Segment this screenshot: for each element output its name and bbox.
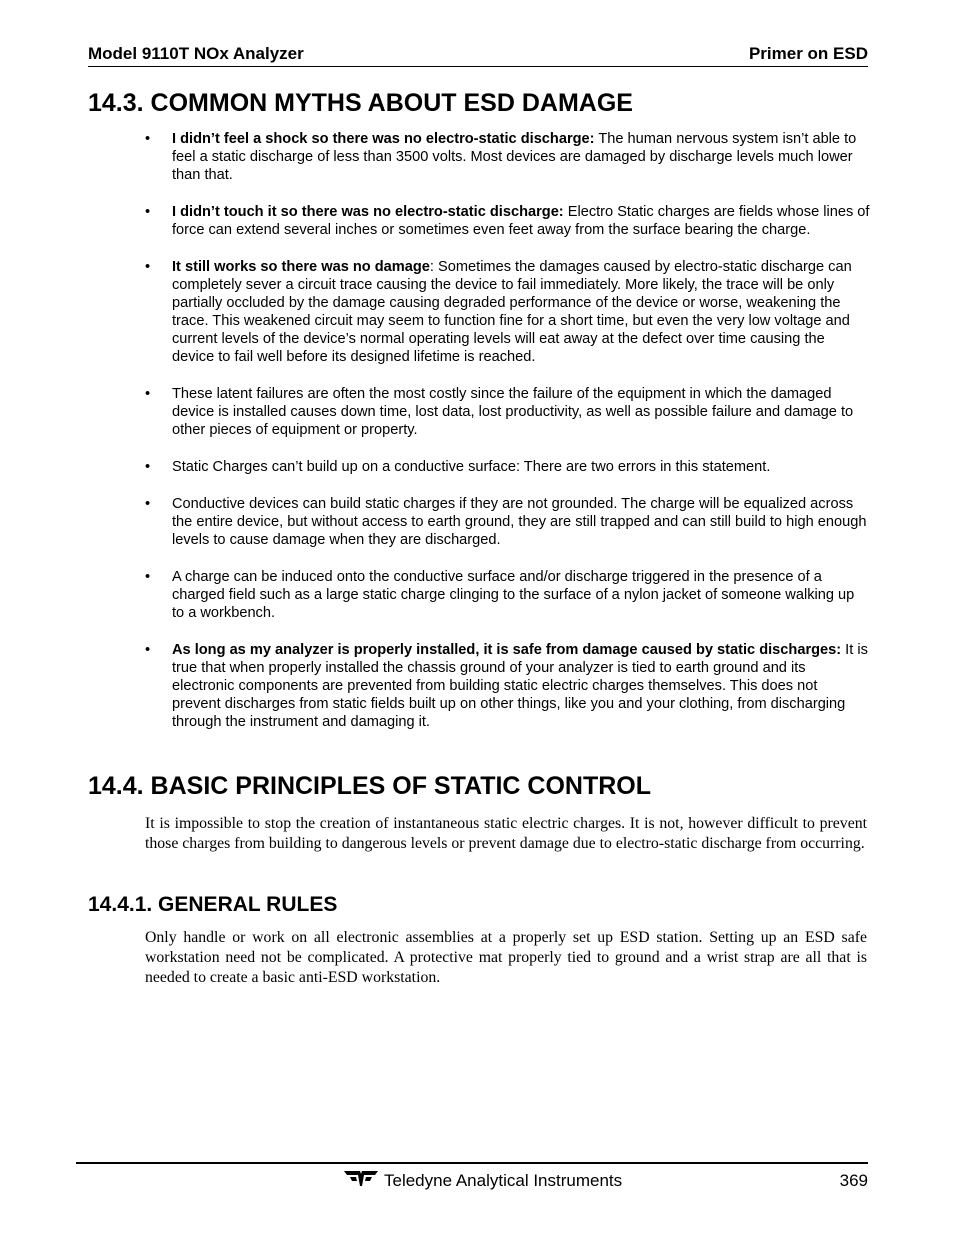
myth-item (145, 130, 870, 184)
myth-item-lead: As long as my analyzer is properly installed, it is safe from damage caused by static discharges: (172, 642, 842, 658)
page-header (88, 44, 868, 67)
myth-item (145, 203, 870, 239)
myth-item-text: : Sometimes the damages caused by electro-static discharge can completely sever a circuit trace causing the device to fail immediately. More likely, the trace will be only partially occluded by the damage causing degraded performance of the device or worse, weakening the trace. This weakened circuit may seem to function fine for a short time, but even the very low voltage and current levels of the device’s normal operating levels will eat away at the defect over time causing the device to fail well before its designed lifetime is reached. (172, 259, 852, 365)
header-model: Model 9110T NOx Analyzer (88, 44, 304, 63)
page-footer (76, 1162, 868, 1194)
bullet-icon: • (145, 496, 151, 512)
myth-item-text: Conductive devices can build static charges if they are not grounded. The charge will be equalized across the entire device, but without access to earth ground, they are still trapped and can still build to high enough levels to cause damage when they are discharged. (172, 496, 867, 548)
myth-item-text: Electro Static charges are fields whose lines of force can extend several inches or sometimes even feet away from the surface bearing the charge. (172, 204, 870, 238)
section-14-4-1-paragraph: Only handle or work on all electronic assemblies at a properly set up ESD station. Setting up an ESD safe workstation need not be complicated. A protective mat properly tied to ground and a wrist strap are all that is needed to create a basic anti-ESD workstation. (145, 929, 867, 986)
header-section: Primer on ESD (748, 44, 868, 63)
myth-item-lead: I didn’t feel a shock so there was no electro-static discharge: (172, 131, 595, 147)
bullet-icon: • (145, 569, 151, 585)
section-14-4-title: 14.4. BASIC PRINCIPLES OF STATIC CONTROL (88, 772, 652, 800)
bullet-icon: • (145, 204, 151, 220)
myth-item (145, 385, 870, 439)
teledyne-logo-icon (344, 1169, 378, 1192)
myth-item (145, 258, 870, 366)
myth-item (145, 568, 870, 622)
myth-item (145, 495, 870, 549)
section-14-4-1-title: 14.4.1. GENERAL RULES (88, 893, 338, 916)
section-14-4-paragraph: It is impossible to stop the creation of instantaneous static electric charges. It is not, however difficult to prevent those charges from building to dangerous levels or prevent damage due to electro-static discharge from occurring. (145, 815, 867, 852)
myth-item-lead: I didn’t touch it so there was no electro-static discharge: (172, 204, 564, 220)
page-number: 369 (839, 1171, 868, 1190)
section-14-3-title: 14.3. COMMON MYTHS ABOUT ESD DAMAGE (88, 89, 633, 117)
myth-item-text: The human nervous system isn’t able to feel a static discharge of less than 3500 volts. Most devices are damaged by discharge levels much lower than that. (172, 131, 857, 183)
myth-item-lead: It still works so there was no damage (172, 259, 430, 275)
bullet-icon: • (145, 459, 151, 475)
myth-item (145, 641, 870, 731)
myth-item-text: A charge can be induced onto the conductive surface and/or discharge triggered in the presence of a charged field such as a large static charge clinging to the surface of a nylon jacket of someone walking up to a workbench. (172, 569, 855, 621)
myths-list (145, 130, 870, 750)
bullet-icon: • (145, 131, 151, 147)
myth-item-text: It is true that when properly installed the chassis ground of your analyzer is tied to earth ground and its electronic components are prevented from building static electric charges themselves. This does not prevent discharges from static fields built up on other things, like you and your clothing, from discharging through the instrument and damaging it. (172, 642, 868, 730)
myth-item-text: Static Charges can’t build up on a conductive surface: There are two errors in this statement. (172, 459, 771, 475)
bullet-icon: • (145, 386, 151, 402)
myth-item (145, 458, 870, 476)
footer-brand (344, 1169, 622, 1192)
bullet-icon: • (145, 642, 151, 658)
myth-item-text: These latent failures are often the most costly since the failure of the equipment in which the damaged device is installed causes down time, lost data, lost productivity, as well as possible failure and damage to other pieces of equipment or property. (172, 386, 854, 438)
bullet-icon: • (145, 259, 151, 275)
footer-brand-text: Teledyne Analytical Instruments (384, 1170, 623, 1190)
